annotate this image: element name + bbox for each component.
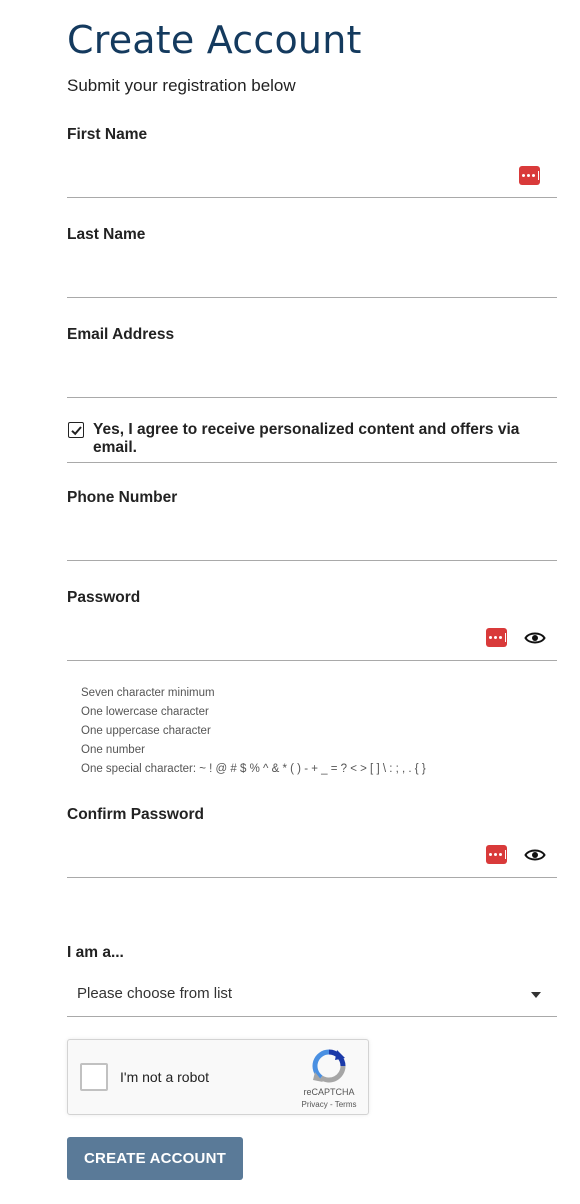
eye-icon[interactable] — [524, 630, 546, 646]
password-manager-icon[interactable] — [519, 166, 540, 185]
last-name-field — [67, 226, 557, 298]
confirm-password-input[interactable] — [67, 845, 557, 871]
first-name-field — [67, 126, 557, 198]
confirm-password-label: Confirm Password — [67, 806, 204, 823]
password-rule: Seven character minimum — [81, 687, 215, 699]
checkmark-icon — [70, 424, 83, 437]
recaptcha-label: I'm not a robot — [120, 1069, 210, 1085]
first-name-label: First Name — [67, 126, 148, 143]
last-name-label: Last Name — [67, 226, 146, 243]
phone-label: Phone Number — [67, 489, 178, 506]
create-account-button[interactable]: CREATE ACCOUNT — [67, 1137, 243, 1180]
password-manager-icon[interactable] — [486, 628, 507, 647]
email-consent-label: Yes, I agree to receive personalized content and offers via email. — [93, 421, 520, 456]
role-select-label: I am a... — [67, 944, 124, 961]
recaptcha-brand: reCAPTCHA — [303, 1087, 355, 1097]
email-field — [67, 326, 557, 398]
email-input[interactable] — [67, 365, 557, 391]
first-name-input[interactable] — [67, 165, 557, 191]
password-label: Password — [67, 589, 141, 606]
email-consent-checkbox[interactable] — [68, 422, 84, 438]
page-subtitle: Submit your registration below — [67, 76, 296, 95]
password-manager-icon[interactable] — [486, 845, 507, 864]
confirm-password-field — [67, 806, 557, 878]
password-rule: One special character: ~ ! @ # $ % ^ & * ( ) - + _ = ? < > [ ] \ : ; , . { } — [81, 763, 426, 775]
eye-icon[interactable] — [524, 847, 546, 863]
recaptcha-checkbox[interactable] — [80, 1063, 108, 1091]
password-input[interactable] — [67, 628, 557, 654]
password-rule: One number — [81, 744, 145, 756]
email-label: Email Address — [67, 326, 175, 343]
recaptcha-widget — [67, 1039, 369, 1115]
phone-field — [67, 489, 557, 561]
password-requirements — [81, 684, 426, 779]
recaptcha-privacy-terms-links[interactable]: Privacy - Terms — [301, 1100, 357, 1109]
role-select[interactable] — [67, 972, 557, 1017]
page-title: Create Account — [67, 18, 362, 62]
last-name-input[interactable] — [67, 265, 557, 291]
role-select-value: Please choose from list — [77, 985, 233, 1002]
password-rule: One lowercase character — [81, 706, 209, 718]
caret-down-icon — [531, 992, 541, 998]
email-consent-row — [67, 420, 557, 463]
recaptcha-logo-icon — [311, 1048, 347, 1084]
password-field — [67, 589, 557, 661]
password-rule: One uppercase character — [81, 725, 211, 737]
phone-input[interactable] — [67, 528, 557, 554]
